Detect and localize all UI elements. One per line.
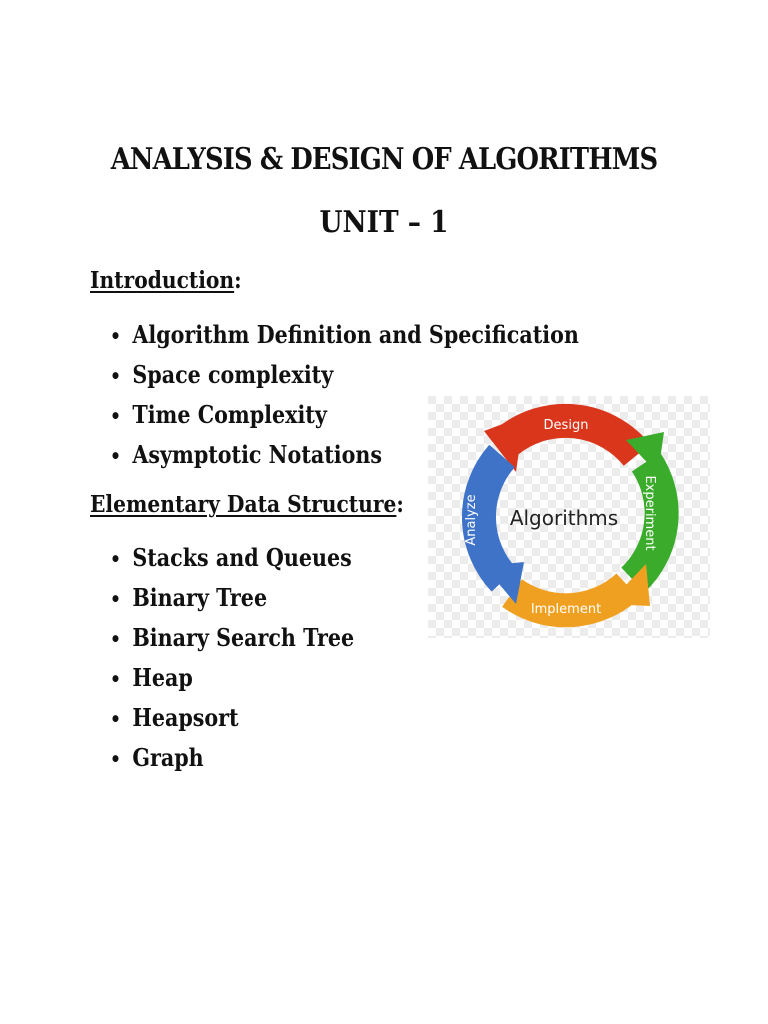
bullet-icon: • [110, 547, 122, 571]
list-item-label: Graph [132, 743, 204, 772]
list-item-label: Algorithm Definition and Specification [132, 320, 579, 349]
section-heading-label: Elementary Data Structure [90, 491, 397, 518]
bullet-icon: • [110, 747, 122, 771]
list-item [110, 315, 579, 355]
experiment-label: Experiment [642, 475, 657, 551]
section-heading-colon: : [234, 267, 242, 294]
elementary-data-structure-list [110, 538, 394, 778]
section-heading-colon: : [396, 491, 404, 518]
list-item [110, 355, 579, 395]
section-heading-elementary-data-structure [90, 491, 404, 518]
section-heading-label: Introduction [90, 267, 235, 294]
implement-label: Implement [530, 602, 602, 617]
list-item [110, 698, 354, 738]
list-item-label: Heapsort [132, 703, 239, 732]
list-item-label: Asymptotic Notations [132, 440, 383, 469]
list-item [110, 578, 354, 618]
list-item-label: Binary Search Tree [132, 623, 355, 652]
cycle-graphic [428, 396, 710, 638]
bullet-icon: • [110, 364, 122, 388]
design-label: Design [543, 418, 589, 433]
unit-heading: UNIT – 1 [319, 205, 449, 240]
list-item [110, 658, 354, 698]
bullet-icon: • [110, 404, 122, 428]
bullet-icon: • [110, 627, 122, 651]
list-item [110, 618, 354, 658]
list-item-label: Space complexity [132, 360, 334, 389]
list-item [110, 738, 354, 778]
list-item [110, 538, 354, 578]
list-item-label: Stacks and Queues [132, 543, 352, 572]
bullet-icon: • [110, 707, 122, 731]
document-title: ANALYSIS & DESIGN OF ALGORITHMS [110, 142, 658, 177]
section-heading-introduction [90, 267, 242, 294]
analyze-label: Analyze [464, 494, 479, 546]
algorithms-center-label: Algorithms [509, 506, 619, 530]
list-item-label: Time Complexity [132, 400, 327, 429]
bullet-icon: • [110, 667, 122, 691]
bullet-icon: • [110, 444, 122, 468]
bullet-icon: • [110, 587, 122, 611]
list-item-label: Heap [132, 663, 193, 692]
algorithm-cycle-diagram [428, 396, 710, 638]
bullet-icon: • [110, 324, 122, 348]
list-item-label: Binary Tree [132, 583, 268, 612]
